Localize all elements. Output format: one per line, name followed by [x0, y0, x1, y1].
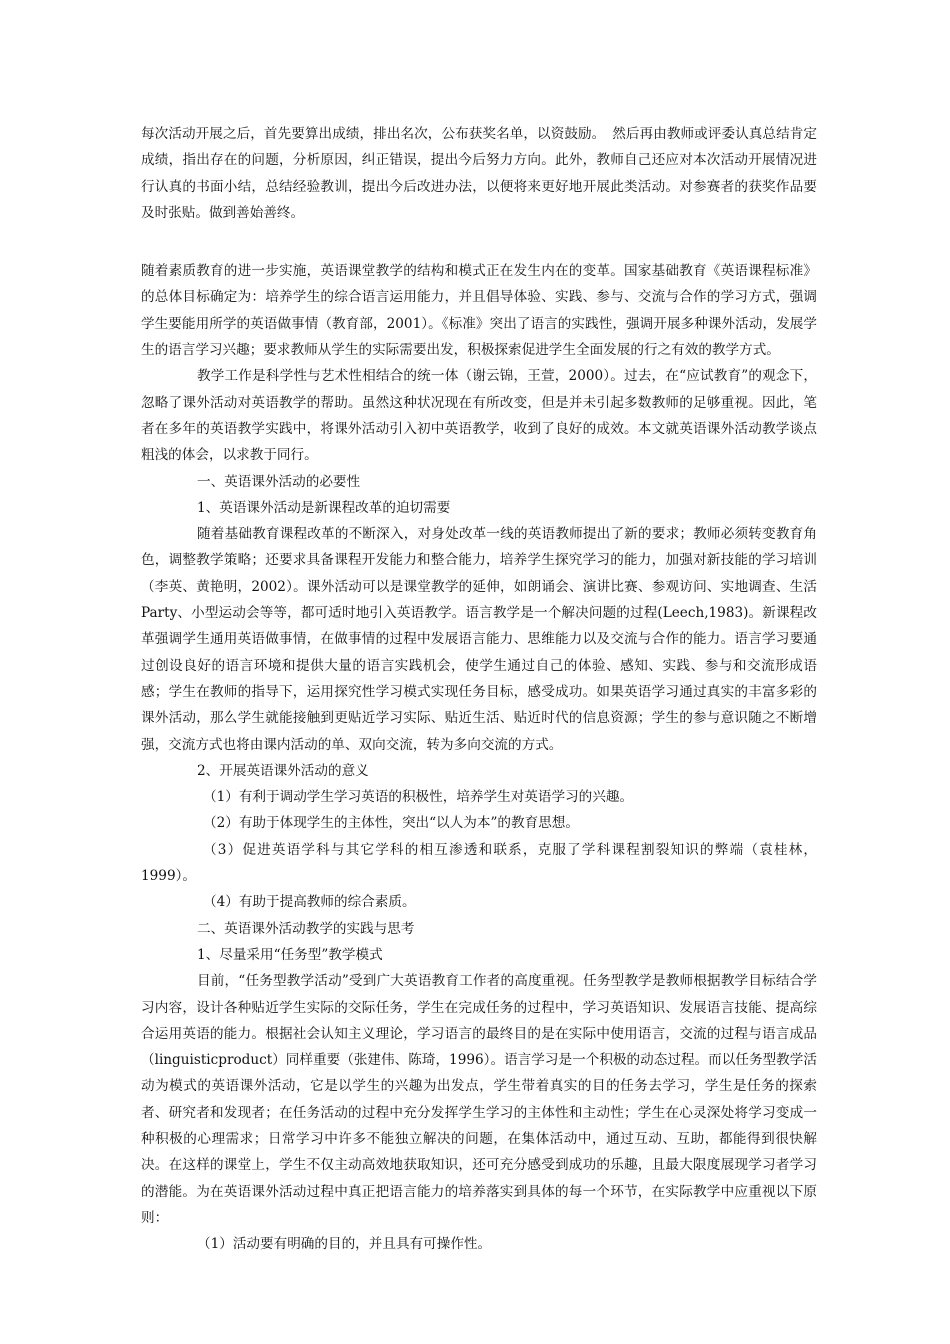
paragraph-closing-summary: 每次活动开展之后，首先要算出成绩，排出名次，公布获奖名单，以资鼓励。 然后再由教师或评委认真总结肯定成绩，指出存在的问题，分析原因，纠正错误，提出今后努力方向。此外，教师自己还应对本次活动开展情况进行认真的书面小结，总结经验教训，提出今后改进办法，以便将来更好地开展此类活动。对参赛者的获奖作品要及时张贴。做到善始善终。 [141, 126, 817, 221]
list-item-1: （1）有利于调动学生学习英语的积极性，培养学生对英语学习的兴趣。 [203, 789, 634, 806]
paragraph-gap [141, 226, 817, 258]
subheading-1-1: 1、英语课外活动是新课程改革的迫切需要 [197, 499, 451, 516]
paragraph-reform-needs: 随着基础教育课程改革的不断深入，对身处改革一线的英语教师提出了新的要求；教师必须转变教育角色，调整教学策略；还要求具备课程开发能力和整合能力，培养学生探究学习的能力，加强对新技能的学习培训（李英、黄艳明，2002）。课外活动可以是课堂教学的延伸，如朗诵会、演讲比赛、参观访问、实地调查、生活Party、小型运动会等等，都可适时地引入英语教学。语言教学是一个解决问题的过程(Leech,1983)。新课程改革强调学生通用英语做事情，在做事情的过程中发展语言能力、思维能力以及交流与合作的能力。语言学习要通过创设良好的语言环境和提供大量的语言实践机会，使学生通过自己的体验、感知、实践、参与和交流形成语感；学生在教师的指导下，运用探究性学习模式实现任务目标，感受成功。如果英语学习通过真实的丰富多彩的课外活动，那么学生就能接触到更贴近学习实际、贴近生活、贴近时代的信息资源；学生的参与意识随之不断增强，交流方式也将由课内活动的单、双向交流，转为多向交流的方式。 [141, 526, 817, 753]
section-heading-1: 一、英语课外活动的必要性 [197, 473, 361, 490]
section-heading-2: 二、英语课外活动教学的实践与思考 [197, 920, 415, 937]
list-item-principle-1: （1）活动要有明确的目的，并且具有可操作性。 [197, 1236, 492, 1253]
document-body [141, 121, 817, 1257]
list-item-2: （2）有助于体现学生的主体性，突出“以人为本”的教育思想。 [203, 815, 579, 832]
list-item-3: （3）促进英语学科与其它学科的相互渗透和联系，克服了学科课程割裂知识的弊端（袁桂林，1999）。 [141, 841, 817, 885]
paragraph-background: 教学工作是科学性与艺术性相结合的统一体（谢云锦，王萱，2000）。过去，在“应试教育”的观念下，忽略了课外活动对英语教学的帮助。虽然这种状况现在有所改变，但是并未引起多数教师的足够重视。因此，笔者在多年的英语教学实践中，将课外活动引入初中英语教学，收到了良好的成效。本文就英语课外活动教学谈点粗浅的体会，以求教于同行。 [141, 368, 817, 464]
paragraph-intro: 随着素质教育的进一步实施，英语课堂教学的结构和模式正在发生内在的变革。国家基础教育《英语课程标准》的总体目标确定为：培养学生的综合语言运用能力，并且倡导体验、实践、参与、交流与合作的学习方式，强调学生要能用所学的英语做事情（教育部，2001）。《标准》突出了语言的实践性，强调开展多种课外活动，发展学生的语言学习兴趣；要求教师从学生的实际需要出发，积极探索促进学生全面发展的行之有效的教学方式。 [141, 263, 817, 359]
list-item-4: （4）有助于提高教师的综合素质。 [203, 894, 416, 911]
subheading-2-1: 1、尽量采用“任务型”教学模式 [197, 946, 383, 963]
subheading-1-2: 2、开展英语课外活动的意义 [197, 762, 369, 779]
paragraph-task-based: 目前，“任务型教学活动”受到广大英语教育工作者的高度重视。任务型教学是教师根据教学目标结合学习内容，设计各种贴近学生实际的交际任务，学生在完成任务的过程中，学习英语知识、发展语言技能、提高综合运用英语的能力。根据社会认知主义理论，学习语言的最终目的是在实际中使用语言，交流的过程与语言成品（linguisticproduct）同样重要（张建伟、陈琦，1996）。语言学习是一个积极的动态过程。而以任务型教学活动为模式的英语课外活动，它是以学生的兴趣为出发点，学生带着真实的目的任务去学习，学生是任务的探索者、研究者和发现者；在任务活动的过程中充分发挥学生学习的主体性和主动性；学生在心灵深处将学习变成一种积极的心理需求；日常学习中许多不能独立解决的问题，在集体活动中，通过互动、互助，都能得到很快解决。在这样的课堂上，学生不仅主动高效地获取知识，还可充分感受到成功的乐趣，且最大限度展现学习者学习的潜能。为在英语课外活动过程中真正把语言能力的培养落实到具体的每一个环节，在实际教学中应重视以下原则： [141, 973, 817, 1226]
